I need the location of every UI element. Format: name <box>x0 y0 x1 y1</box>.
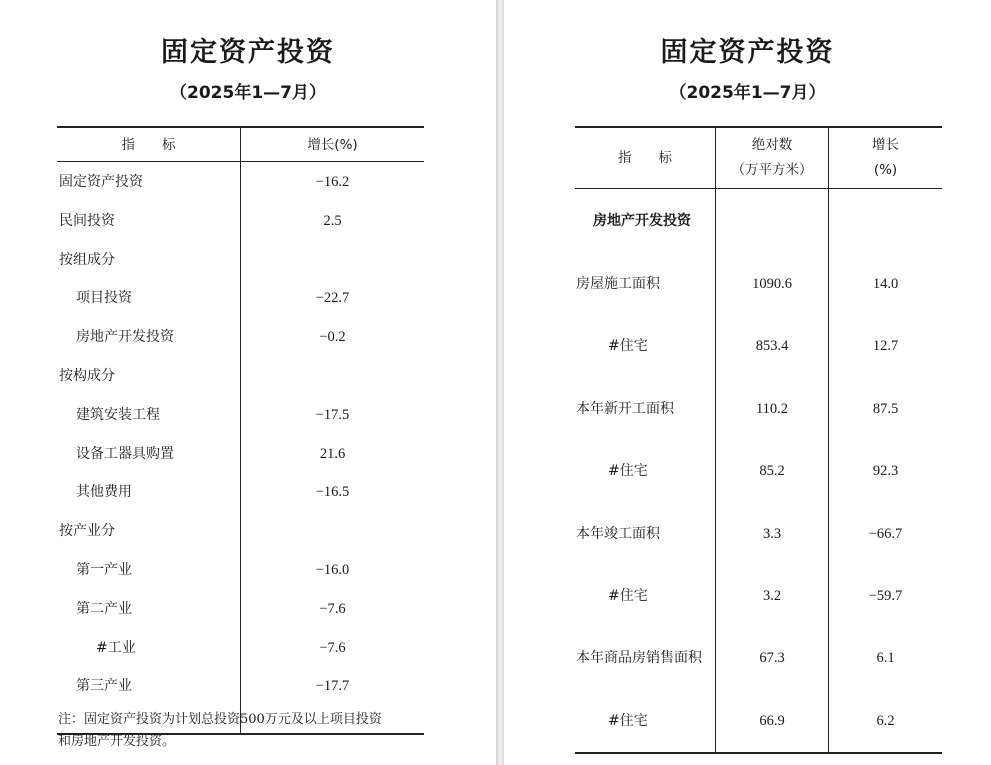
row-label: 项目投资 <box>76 290 132 307</box>
row-label: 建筑安装工程 <box>76 406 160 423</box>
right-page-title: 固定资产投资 <box>660 37 835 68</box>
right-page <box>504 0 991 765</box>
left-footnote <box>58 709 382 753</box>
row-label: 房屋施工面积 <box>576 276 660 292</box>
right-page-subtitle: （2025年1—7月） <box>669 83 826 103</box>
row-label: #工业 <box>96 639 136 656</box>
footnote-line-2: 和房地产开发投资。 <box>58 734 176 749</box>
row-growth: 6.1 <box>876 650 895 667</box>
row-value: −17.7 <box>315 678 350 695</box>
left-page-subtitle: （2025年1—7月） <box>170 83 326 103</box>
row-label: #住宅 <box>608 712 648 729</box>
row-growth: −66.7 <box>868 525 903 542</box>
header-indicator: 指 标 <box>121 137 176 153</box>
row-value: 21.6 <box>319 445 346 462</box>
left-page-title: 固定资产投资 <box>161 37 335 68</box>
row-label: #住宅 <box>608 588 648 604</box>
header-growth: 增长(%) <box>307 137 358 153</box>
row-value: −22.7 <box>315 290 350 307</box>
row-label: #住宅 <box>608 463 648 480</box>
row-label: 民间投资 <box>59 212 115 229</box>
row-label: 固定资产投资 <box>59 174 143 190</box>
row-absolute: 853.4 <box>755 338 789 355</box>
row-value: −16.0 <box>315 562 350 578</box>
header-absolute-line2: （万平方米） <box>731 162 813 178</box>
row-growth: −59.7 <box>868 588 903 604</box>
row-label: 房地产开发投资 <box>76 329 174 346</box>
row-value: −7.6 <box>319 600 346 617</box>
header-indicator: 指 标 <box>618 150 672 166</box>
header-growth-line1: 增长 <box>872 137 899 153</box>
row-label: 设备工器具购置 <box>76 445 174 462</box>
row-value: −17.5 <box>315 406 350 423</box>
row-value: −0.2 <box>319 329 346 346</box>
row-absolute: 85.2 <box>759 463 785 480</box>
row-label: 本年商品房销售面积 <box>576 650 702 667</box>
row-absolute: 66.9 <box>759 712 785 729</box>
header-absolute-line1: 绝对数 <box>751 137 793 153</box>
section-title: 房地产开发投资 <box>593 213 691 229</box>
row-growth: 87.5 <box>872 400 899 417</box>
row-value: 2.5 <box>323 212 342 229</box>
row-growth: 12.7 <box>872 338 899 355</box>
row-absolute: 67.3 <box>759 650 785 667</box>
row-growth: 6.2 <box>876 712 895 729</box>
header-growth-line2: (%) <box>873 162 898 178</box>
row-absolute: 3.3 <box>762 525 782 542</box>
row-label: 本年竣工面积 <box>576 525 660 542</box>
page-gutter <box>496 0 504 765</box>
table-header-rule <box>575 188 942 189</box>
table-top-rule <box>575 126 942 128</box>
row-label: #住宅 <box>608 338 648 355</box>
row-absolute: 3.2 <box>762 588 782 604</box>
row-label: 按组成分 <box>59 251 115 268</box>
row-label: 第二产业 <box>76 600 132 617</box>
row-growth: 92.3 <box>872 463 899 480</box>
table-bottom-rule <box>575 752 942 754</box>
row-label: 第一产业 <box>76 562 132 578</box>
row-label: 其他费用 <box>76 484 132 501</box>
row-value: −7.6 <box>319 639 346 656</box>
row-value: −16.2 <box>315 174 350 190</box>
row-label: 第三产业 <box>76 678 132 695</box>
row-label: 按产业分 <box>59 523 115 540</box>
row-growth: 14.0 <box>872 276 899 292</box>
row-absolute: 110.2 <box>755 400 789 417</box>
row-label: 本年新开工面积 <box>576 400 674 417</box>
footnote-line-1: 注：固定资产投资为计划总投资500万元及以上项目投资 <box>58 712 382 727</box>
row-label: 按构成分 <box>59 368 115 384</box>
row-value: −16.5 <box>315 484 350 501</box>
row-absolute: 1090.6 <box>752 276 792 292</box>
